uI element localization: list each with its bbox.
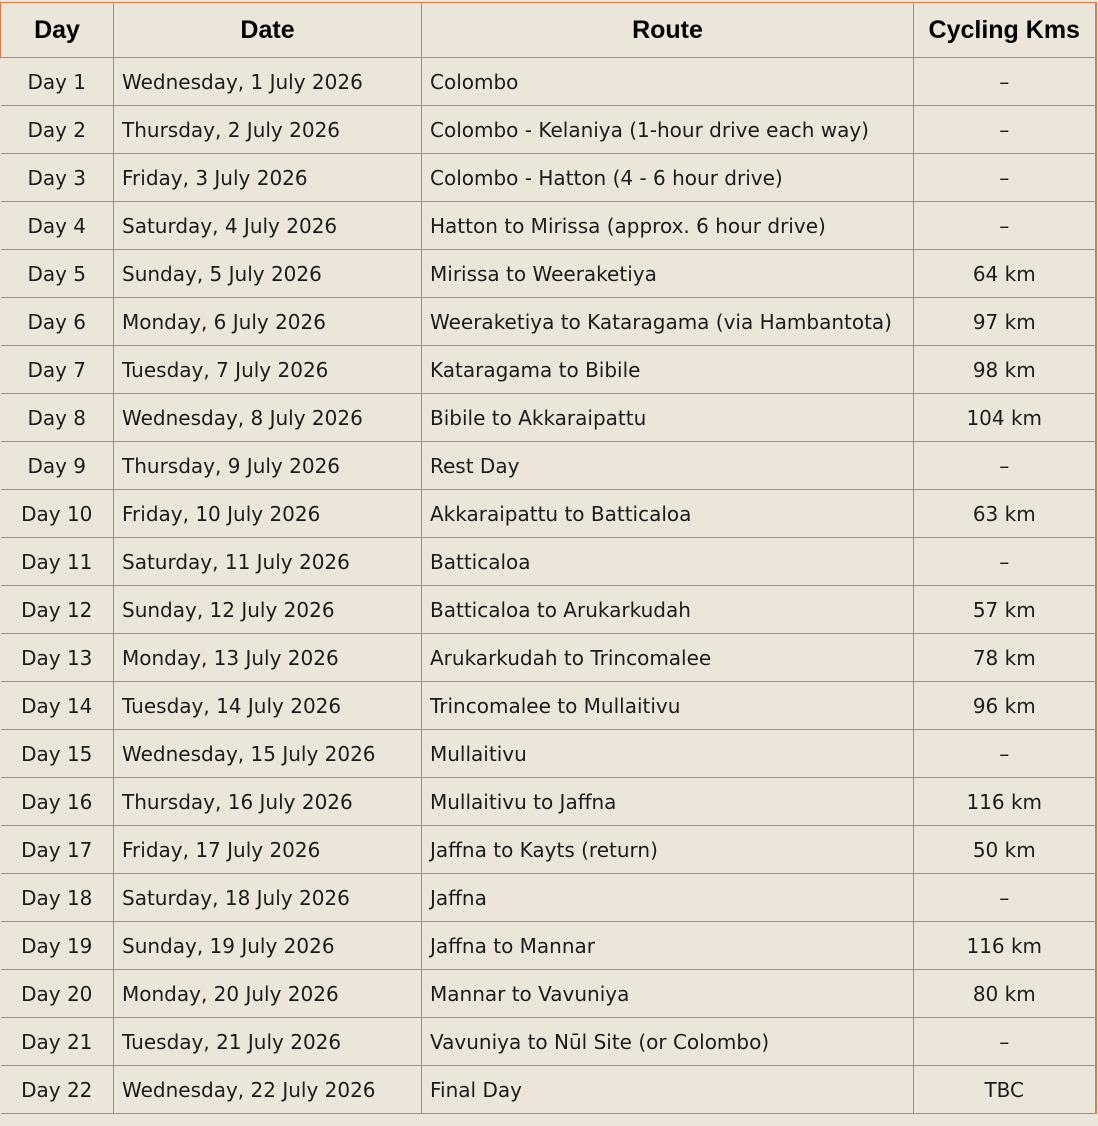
cell-cycling-kms: –	[914, 874, 1096, 922]
cell-cycling-kms: –	[914, 202, 1096, 250]
cell-cycling-kms: TBC	[914, 1066, 1096, 1114]
cell-route: Colombo	[422, 58, 914, 106]
cell-date: Tuesday, 21 July 2026	[114, 1018, 422, 1066]
cell-route: Rest Day	[422, 442, 914, 490]
header-day: Day	[1, 3, 114, 58]
cell-route: Colombo - Kelaniya (1-hour drive each way)	[422, 106, 914, 154]
cell-route: Colombo - Hatton (4 - 6 hour drive)	[422, 154, 914, 202]
cell-day: Day 8	[1, 394, 114, 442]
cell-day: Day 4	[1, 202, 114, 250]
cell-date: Wednesday, 22 July 2026	[114, 1066, 422, 1114]
table-row	[1, 1018, 1096, 1066]
table-row	[1, 922, 1096, 970]
cell-cycling-kms: –	[914, 442, 1096, 490]
cell-date: Wednesday, 1 July 2026	[114, 58, 422, 106]
table-row	[1, 58, 1096, 106]
cell-day: Day 12	[1, 586, 114, 634]
cell-day: Day 13	[1, 634, 114, 682]
cell-date: Wednesday, 15 July 2026	[114, 730, 422, 778]
cell-day: Day 20	[1, 970, 114, 1018]
table-row	[1, 538, 1096, 586]
cell-day: Day 1	[1, 58, 114, 106]
cell-date: Saturday, 18 July 2026	[114, 874, 422, 922]
cell-route: Mullaitivu to Jaffna	[422, 778, 914, 826]
cell-route: Mannar to Vavuniya	[422, 970, 914, 1018]
table-row	[1, 634, 1096, 682]
cell-cycling-kms: 97 km	[914, 298, 1096, 346]
cell-cycling-kms: 63 km	[914, 490, 1096, 538]
cell-date: Monday, 6 July 2026	[114, 298, 422, 346]
cell-date: Thursday, 2 July 2026	[114, 106, 422, 154]
table-row	[1, 154, 1096, 202]
cell-day: Day 5	[1, 250, 114, 298]
table-row	[1, 778, 1096, 826]
table-row	[1, 298, 1096, 346]
cell-route: Trincomalee to Mullaitivu	[422, 682, 914, 730]
cell-route: Batticaloa to Arukarkudah	[422, 586, 914, 634]
cell-route: Batticaloa	[422, 538, 914, 586]
cell-day: Day 2	[1, 106, 114, 154]
cell-route: Mirissa to Weeraketiya	[422, 250, 914, 298]
cell-cycling-kms: 116 km	[914, 778, 1096, 826]
cell-day: Day 22	[1, 1066, 114, 1114]
cell-day: Day 11	[1, 538, 114, 586]
cell-cycling-kms: –	[914, 58, 1096, 106]
table-row	[1, 202, 1096, 250]
table-row	[1, 442, 1096, 490]
cell-day: Day 6	[1, 298, 114, 346]
cell-date: Saturday, 4 July 2026	[114, 202, 422, 250]
cell-cycling-kms: 104 km	[914, 394, 1096, 442]
cell-route: Akkaraipattu to Batticaloa	[422, 490, 914, 538]
cell-date: Friday, 10 July 2026	[114, 490, 422, 538]
table-row	[1, 874, 1096, 922]
cell-date: Sunday, 5 July 2026	[114, 250, 422, 298]
cell-date: Monday, 20 July 2026	[114, 970, 422, 1018]
cell-cycling-kms: –	[914, 730, 1096, 778]
header-cycling-kms: Cycling Kms	[914, 3, 1096, 58]
cell-day: Day 9	[1, 442, 114, 490]
cell-route: Kataragama to Bibile	[422, 346, 914, 394]
itinerary-table	[0, 2, 1097, 1114]
cell-cycling-kms: 57 km	[914, 586, 1096, 634]
cell-day: Day 15	[1, 730, 114, 778]
cell-date: Thursday, 9 July 2026	[114, 442, 422, 490]
cell-cycling-kms: –	[914, 154, 1096, 202]
cell-day: Day 19	[1, 922, 114, 970]
cell-date: Tuesday, 7 July 2026	[114, 346, 422, 394]
table-row	[1, 394, 1096, 442]
cell-cycling-kms: –	[914, 106, 1096, 154]
table-row	[1, 1066, 1096, 1114]
header-route: Route	[422, 3, 914, 58]
cell-route: Jaffna to Kayts (return)	[422, 826, 914, 874]
table-row	[1, 490, 1096, 538]
cell-cycling-kms: 80 km	[914, 970, 1096, 1018]
cell-route: Jaffna to Mannar	[422, 922, 914, 970]
cell-date: Thursday, 16 July 2026	[114, 778, 422, 826]
cell-route: Weeraketiya to Kataragama (via Hambantota)	[422, 298, 914, 346]
cell-date: Tuesday, 14 July 2026	[114, 682, 422, 730]
cell-route: Arukarkudah to Trincomalee	[422, 634, 914, 682]
cell-cycling-kms: –	[914, 538, 1096, 586]
cell-day: Day 17	[1, 826, 114, 874]
cell-cycling-kms: 50 km	[914, 826, 1096, 874]
cell-date: Monday, 13 July 2026	[114, 634, 422, 682]
cell-route: Hatton to Mirissa (approx. 6 hour drive)	[422, 202, 914, 250]
table-row	[1, 970, 1096, 1018]
table-row	[1, 346, 1096, 394]
cell-route: Bibile to Akkaraipattu	[422, 394, 914, 442]
cell-day: Day 16	[1, 778, 114, 826]
cell-day: Day 3	[1, 154, 114, 202]
cell-day: Day 21	[1, 1018, 114, 1066]
cell-date: Wednesday, 8 July 2026	[114, 394, 422, 442]
table-row	[1, 682, 1096, 730]
cell-cycling-kms: 116 km	[914, 922, 1096, 970]
cell-cycling-kms: 78 km	[914, 634, 1096, 682]
table-row	[1, 106, 1096, 154]
cell-day: Day 10	[1, 490, 114, 538]
header-date: Date	[114, 3, 422, 58]
cell-cycling-kms: 98 km	[914, 346, 1096, 394]
cell-date: Sunday, 19 July 2026	[114, 922, 422, 970]
cell-date: Sunday, 12 July 2026	[114, 586, 422, 634]
cell-route: Mullaitivu	[422, 730, 914, 778]
cell-date: Saturday, 11 July 2026	[114, 538, 422, 586]
cell-day: Day 7	[1, 346, 114, 394]
cell-day: Day 18	[1, 874, 114, 922]
table-row	[1, 826, 1096, 874]
cell-date: Friday, 17 July 2026	[114, 826, 422, 874]
cell-route: Jaffna	[422, 874, 914, 922]
table-row	[1, 250, 1096, 298]
cell-cycling-kms: 96 km	[914, 682, 1096, 730]
cell-cycling-kms: –	[914, 1018, 1096, 1066]
table-row	[1, 730, 1096, 778]
cell-route: Vavuniya to Nūl Site (or Colombo)	[422, 1018, 914, 1066]
cell-cycling-kms: 64 km	[914, 250, 1096, 298]
cell-day: Day 14	[1, 682, 114, 730]
cell-route: Final Day	[422, 1066, 914, 1114]
table-header-row	[1, 3, 1096, 58]
table-row	[1, 586, 1096, 634]
cell-date: Friday, 3 July 2026	[114, 154, 422, 202]
